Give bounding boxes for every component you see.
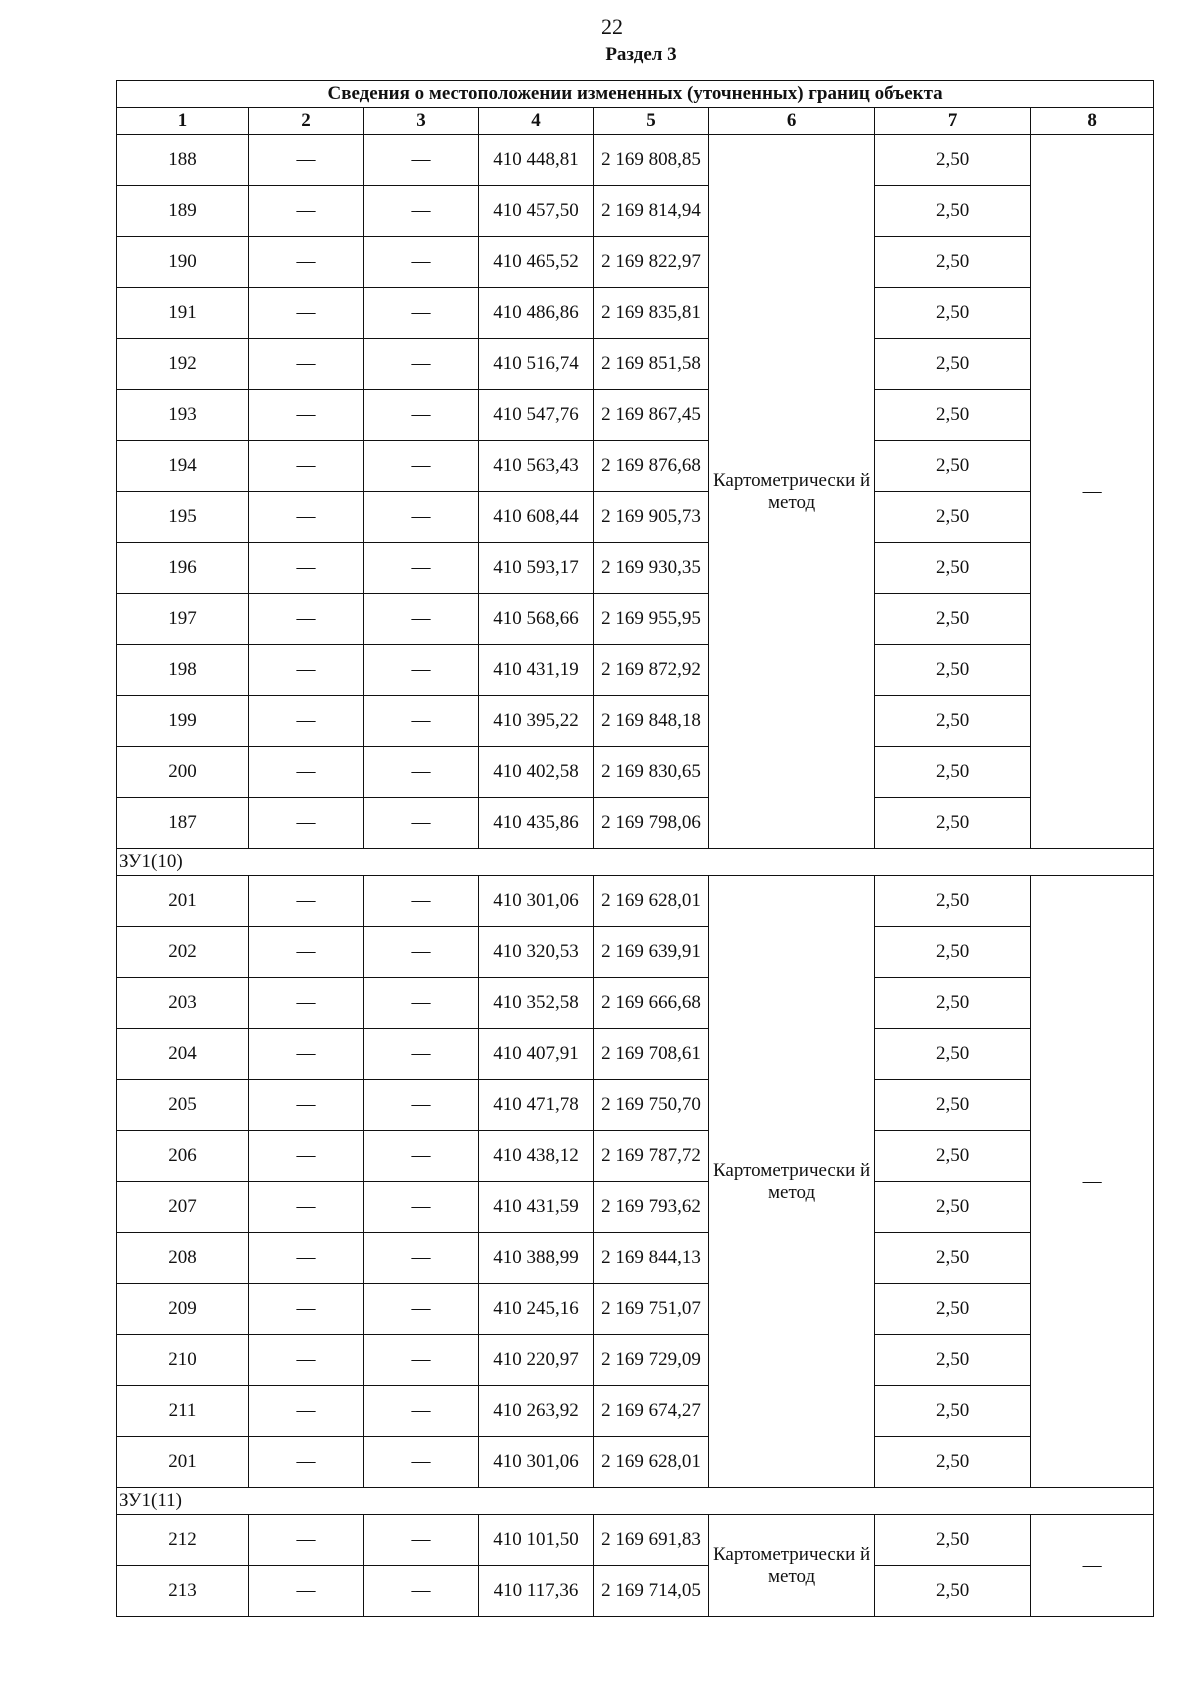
table-row	[117, 1182, 1154, 1233]
point-number-cell: 200	[117, 747, 249, 798]
page-number: 22	[601, 14, 623, 39]
table-row	[117, 645, 1154, 696]
column-number-4: 4	[479, 108, 594, 135]
column-2-cell: —	[249, 1386, 364, 1437]
column-2-cell: —	[249, 1515, 364, 1566]
y-coordinate-cell: 2 169 708,61	[594, 1029, 709, 1080]
y-coordinate-cell: 2 169 674,27	[594, 1386, 709, 1437]
y-coordinate-cell: 2 169 848,18	[594, 696, 709, 747]
table-row	[117, 1080, 1154, 1131]
column-2-cell: —	[249, 237, 364, 288]
column-3-cell: —	[364, 1386, 479, 1437]
x-coordinate-cell: 410 457,50	[479, 186, 594, 237]
accuracy-cell: 2,50	[875, 645, 1031, 696]
point-number-cell: 197	[117, 594, 249, 645]
column-2-cell: —	[249, 645, 364, 696]
column-2-cell: —	[249, 798, 364, 849]
accuracy-cell: 2,50	[875, 978, 1031, 1029]
x-coordinate-cell: 410 117,36	[479, 1566, 594, 1617]
column-2-cell: —	[249, 135, 364, 186]
accuracy-cell: 2,50	[875, 288, 1031, 339]
accuracy-cell: 2,50	[875, 876, 1031, 927]
table-row	[117, 747, 1154, 798]
group-label-row	[117, 1488, 1154, 1515]
column-number-7: 7	[875, 108, 1031, 135]
y-coordinate-cell: 2 169 955,95	[594, 594, 709, 645]
method-cell: Картометрически й метод	[709, 876, 875, 1488]
group-label: ЗУ1(11)	[117, 1488, 1154, 1515]
column-number-8: 8	[1031, 108, 1154, 135]
point-number-cell: 208	[117, 1233, 249, 1284]
y-coordinate-cell: 2 169 639,91	[594, 927, 709, 978]
column-3-cell: —	[364, 876, 479, 927]
table-row	[117, 798, 1154, 849]
caption-row	[117, 81, 1154, 108]
x-coordinate-cell: 410 438,12	[479, 1131, 594, 1182]
accuracy-cell: 2,50	[875, 1131, 1031, 1182]
table-row	[117, 1131, 1154, 1182]
column-3-cell: —	[364, 237, 479, 288]
column-3-cell: —	[364, 1566, 479, 1617]
table-row	[117, 237, 1154, 288]
accuracy-cell: 2,50	[875, 798, 1031, 849]
x-coordinate-cell: 410 352,58	[479, 978, 594, 1029]
column-2-cell: —	[249, 288, 364, 339]
x-coordinate-cell: 410 568,66	[479, 594, 594, 645]
y-coordinate-cell: 2 169 691,83	[594, 1515, 709, 1566]
column-number-2: 2	[249, 108, 364, 135]
y-coordinate-cell: 2 169 666,68	[594, 978, 709, 1029]
accuracy-cell: 2,50	[875, 492, 1031, 543]
point-number-cell: 201	[117, 876, 249, 927]
column-2-cell: —	[249, 441, 364, 492]
table-row	[117, 978, 1154, 1029]
column-2-cell: —	[249, 1029, 364, 1080]
y-coordinate-cell: 2 169 851,58	[594, 339, 709, 390]
x-coordinate-cell: 410 395,22	[479, 696, 594, 747]
column-number-5: 5	[594, 108, 709, 135]
accuracy-cell: 2,50	[875, 1515, 1031, 1566]
y-coordinate-cell: 2 169 628,01	[594, 1437, 709, 1488]
point-number-cell: 195	[117, 492, 249, 543]
y-coordinate-cell: 2 169 751,07	[594, 1284, 709, 1335]
column-3-cell: —	[364, 798, 479, 849]
x-coordinate-cell: 410 516,74	[479, 339, 594, 390]
column-2-cell: —	[249, 390, 364, 441]
accuracy-cell: 2,50	[875, 135, 1031, 186]
table-row	[117, 1386, 1154, 1437]
point-number-cell: 206	[117, 1131, 249, 1182]
y-coordinate-cell: 2 169 822,97	[594, 237, 709, 288]
x-coordinate-cell: 410 263,92	[479, 1386, 594, 1437]
point-number-cell: 204	[117, 1029, 249, 1080]
column-number-3: 3	[364, 108, 479, 135]
table-body	[117, 81, 1154, 1617]
column-2-cell: —	[249, 186, 364, 237]
table-row	[117, 492, 1154, 543]
column-2-cell: —	[249, 1080, 364, 1131]
table-row	[117, 339, 1154, 390]
accuracy-cell: 2,50	[875, 339, 1031, 390]
point-number-cell: 209	[117, 1284, 249, 1335]
group-label: ЗУ1(10)	[117, 849, 1154, 876]
x-coordinate-cell: 410 547,76	[479, 390, 594, 441]
x-coordinate-cell: 410 431,19	[479, 645, 594, 696]
column-number-1: 1	[117, 108, 249, 135]
column-2-cell: —	[249, 1131, 364, 1182]
column-2-cell: —	[249, 696, 364, 747]
accuracy-cell: 2,50	[875, 1437, 1031, 1488]
accuracy-cell: 2,50	[875, 1029, 1031, 1080]
column-8-cell: —	[1031, 1515, 1154, 1617]
table-row	[117, 1566, 1154, 1617]
x-coordinate-cell: 410 563,43	[479, 441, 594, 492]
x-coordinate-cell: 410 388,99	[479, 1233, 594, 1284]
column-3-cell: —	[364, 1029, 479, 1080]
point-number-cell: 207	[117, 1182, 249, 1233]
column-3-cell: —	[364, 543, 479, 594]
y-coordinate-cell: 2 169 930,35	[594, 543, 709, 594]
accuracy-cell: 2,50	[875, 927, 1031, 978]
accuracy-cell: 2,50	[875, 1335, 1031, 1386]
table-row	[117, 1284, 1154, 1335]
column-3-cell: —	[364, 1080, 479, 1131]
point-number-cell: 199	[117, 696, 249, 747]
table-row	[117, 186, 1154, 237]
method-cell: Картометрически й метод	[709, 135, 875, 849]
table-row	[117, 288, 1154, 339]
table-row	[117, 594, 1154, 645]
x-coordinate-cell: 410 448,81	[479, 135, 594, 186]
accuracy-cell: 2,50	[875, 390, 1031, 441]
y-coordinate-cell: 2 169 787,72	[594, 1131, 709, 1182]
y-coordinate-cell: 2 169 835,81	[594, 288, 709, 339]
accuracy-cell: 2,50	[875, 594, 1031, 645]
y-coordinate-cell: 2 169 793,62	[594, 1182, 709, 1233]
y-coordinate-cell: 2 169 876,68	[594, 441, 709, 492]
y-coordinate-cell: 2 169 905,73	[594, 492, 709, 543]
table-row	[117, 696, 1154, 747]
point-number-cell: 202	[117, 927, 249, 978]
point-number-cell: 205	[117, 1080, 249, 1131]
accuracy-cell: 2,50	[875, 1080, 1031, 1131]
y-coordinate-cell: 2 169 729,09	[594, 1335, 709, 1386]
y-coordinate-cell: 2 169 814,94	[594, 186, 709, 237]
column-2-cell: —	[249, 492, 364, 543]
x-coordinate-cell: 410 465,52	[479, 237, 594, 288]
x-coordinate-cell: 410 407,91	[479, 1029, 594, 1080]
point-number-cell: 194	[117, 441, 249, 492]
table-row	[117, 543, 1154, 594]
column-3-cell: —	[364, 1233, 479, 1284]
point-number-cell: 187	[117, 798, 249, 849]
column-3-cell: —	[364, 696, 479, 747]
x-coordinate-cell: 410 431,59	[479, 1182, 594, 1233]
point-number-cell: 211	[117, 1386, 249, 1437]
point-number-cell: 192	[117, 339, 249, 390]
table-row	[117, 390, 1154, 441]
point-number-cell: 210	[117, 1335, 249, 1386]
method-cell: Картометрически й метод	[709, 1515, 875, 1617]
x-coordinate-cell: 410 301,06	[479, 876, 594, 927]
x-coordinate-cell: 410 101,50	[479, 1515, 594, 1566]
point-number-cell: 198	[117, 645, 249, 696]
table-row	[117, 927, 1154, 978]
point-number-cell: 203	[117, 978, 249, 1029]
column-8-cell: —	[1031, 135, 1154, 849]
column-3-cell: —	[364, 1284, 479, 1335]
point-number-cell: 212	[117, 1515, 249, 1566]
table-row	[117, 1437, 1154, 1488]
x-coordinate-cell: 410 320,53	[479, 927, 594, 978]
accuracy-cell: 2,50	[875, 543, 1031, 594]
column-3-cell: —	[364, 927, 479, 978]
column-3-cell: —	[364, 135, 479, 186]
table-row	[117, 135, 1154, 186]
point-number-cell: 191	[117, 288, 249, 339]
column-3-cell: —	[364, 390, 479, 441]
column-2-cell: —	[249, 1233, 364, 1284]
y-coordinate-cell: 2 169 830,65	[594, 747, 709, 798]
section-title: Раздел 3	[605, 44, 677, 65]
y-coordinate-cell: 2 169 808,85	[594, 135, 709, 186]
column-3-cell: —	[364, 1335, 479, 1386]
column-2-cell: —	[249, 594, 364, 645]
column-3-cell: —	[364, 339, 479, 390]
column-3-cell: —	[364, 645, 479, 696]
x-coordinate-cell: 410 435,86	[479, 798, 594, 849]
point-number-cell: 190	[117, 237, 249, 288]
column-8-cell: —	[1031, 876, 1154, 1488]
y-coordinate-cell: 2 169 714,05	[594, 1566, 709, 1617]
boundary-coordinates-table	[116, 80, 1154, 1617]
column-2-cell: —	[249, 1437, 364, 1488]
accuracy-cell: 2,50	[875, 237, 1031, 288]
accuracy-cell: 2,50	[875, 1284, 1031, 1335]
point-number-cell: 196	[117, 543, 249, 594]
y-coordinate-cell: 2 169 872,92	[594, 645, 709, 696]
column-2-cell: —	[249, 1182, 364, 1233]
table-row	[117, 1029, 1154, 1080]
table-row	[117, 1233, 1154, 1284]
column-2-cell: —	[249, 927, 364, 978]
column-3-cell: —	[364, 978, 479, 1029]
x-coordinate-cell: 410 471,78	[479, 1080, 594, 1131]
y-coordinate-cell: 2 169 798,06	[594, 798, 709, 849]
column-3-cell: —	[364, 1515, 479, 1566]
accuracy-cell: 2,50	[875, 1386, 1031, 1437]
x-coordinate-cell: 410 402,58	[479, 747, 594, 798]
point-number-cell: 189	[117, 186, 249, 237]
accuracy-cell: 2,50	[875, 696, 1031, 747]
column-2-cell: —	[249, 1335, 364, 1386]
column-number-6: 6	[709, 108, 875, 135]
table-row	[117, 441, 1154, 492]
column-3-cell: —	[364, 492, 479, 543]
x-coordinate-cell: 410 245,16	[479, 1284, 594, 1335]
column-3-cell: —	[364, 1182, 479, 1233]
x-coordinate-cell: 410 608,44	[479, 492, 594, 543]
column-3-cell: —	[364, 1437, 479, 1488]
column-3-cell: —	[364, 1131, 479, 1182]
table-row	[117, 1335, 1154, 1386]
y-coordinate-cell: 2 169 750,70	[594, 1080, 709, 1131]
y-coordinate-cell: 2 169 628,01	[594, 876, 709, 927]
column-2-cell: —	[249, 1284, 364, 1335]
x-coordinate-cell: 410 486,86	[479, 288, 594, 339]
table-caption: Сведения о местоположении измененных (уточненных) границ объекта	[117, 81, 1154, 108]
column-2-cell: —	[249, 339, 364, 390]
x-coordinate-cell: 410 220,97	[479, 1335, 594, 1386]
column-2-cell: —	[249, 876, 364, 927]
column-3-cell: —	[364, 594, 479, 645]
accuracy-cell: 2,50	[875, 186, 1031, 237]
point-number-cell: 213	[117, 1566, 249, 1617]
column-2-cell: —	[249, 543, 364, 594]
column-numbers-row	[117, 108, 1154, 135]
column-3-cell: —	[364, 186, 479, 237]
column-3-cell: —	[364, 441, 479, 492]
accuracy-cell: 2,50	[875, 1233, 1031, 1284]
y-coordinate-cell: 2 169 867,45	[594, 390, 709, 441]
column-2-cell: —	[249, 978, 364, 1029]
y-coordinate-cell: 2 169 844,13	[594, 1233, 709, 1284]
point-number-cell: 188	[117, 135, 249, 186]
accuracy-cell: 2,50	[875, 747, 1031, 798]
table-row	[117, 1515, 1154, 1566]
table-row	[117, 876, 1154, 927]
column-2-cell: —	[249, 1566, 364, 1617]
accuracy-cell: 2,50	[875, 1182, 1031, 1233]
column-2-cell: —	[249, 747, 364, 798]
column-3-cell: —	[364, 288, 479, 339]
group-label-row	[117, 849, 1154, 876]
x-coordinate-cell: 410 593,17	[479, 543, 594, 594]
accuracy-cell: 2,50	[875, 1566, 1031, 1617]
point-number-cell: 193	[117, 390, 249, 441]
point-number-cell: 201	[117, 1437, 249, 1488]
accuracy-cell: 2,50	[875, 441, 1031, 492]
x-coordinate-cell: 410 301,06	[479, 1437, 594, 1488]
column-3-cell: —	[364, 747, 479, 798]
